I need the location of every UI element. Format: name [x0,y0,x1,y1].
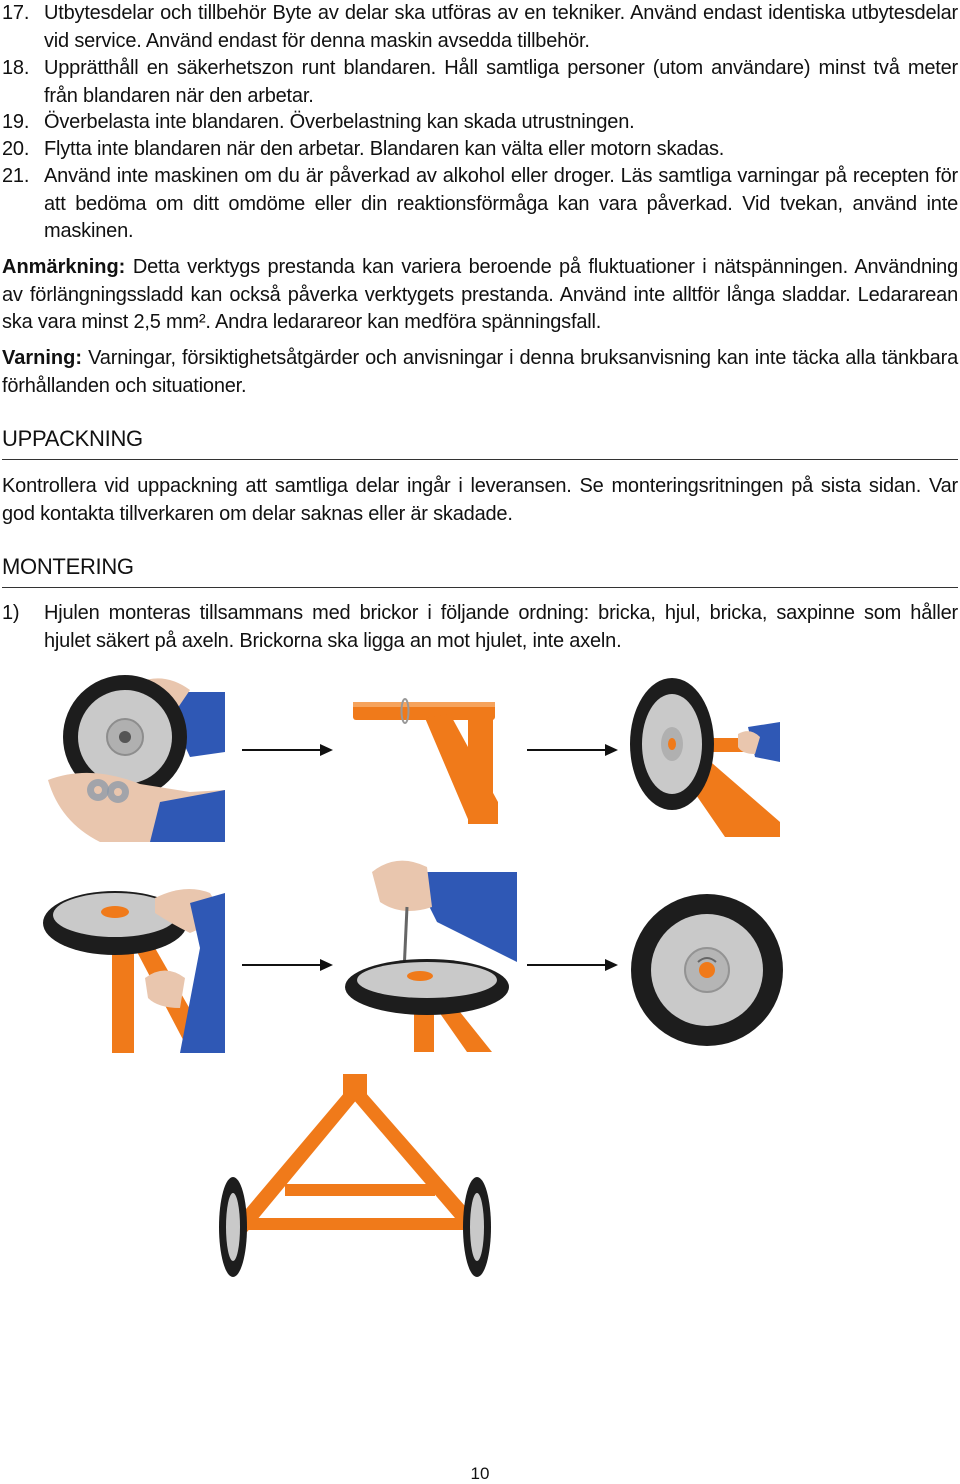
list-number: 20. [2,138,30,160]
note-paragraph [2,254,958,337]
page-number: 10 [470,1464,490,1483]
note-label: Anmärkning: [2,256,126,278]
warning-paragraph [2,345,958,400]
arrow-right-icon [240,740,335,760]
list-item-18 [2,55,958,110]
photo-finished-wheel [630,888,785,1053]
warning-text: Varningar, försiktighetsåtgärder och anvisningar i denna bruksanvisning kan inte täcka alla tänkbara förhållanden och situationer. [2,347,958,397]
list-number: 19. [2,111,30,133]
photo-washer-on-wheel [40,878,225,1053]
step-text: Hjulen monteras tillsammans med brickor i följande ordning: bricka, hjul, bricka, saxpinne som håller hjulet säkert på axeln. Brickorna ska ligga an mot hjulet, inte axeln. [44,602,958,652]
section-divider [2,459,958,460]
assembly-step-1 [2,600,958,655]
list-text: Flytta inte blandaren när den arbetar. Blandaren kan välta eller motorn skadas. [44,138,725,160]
note-text: Detta verktygs prestanda kan variera beroende på fluktuationer i nätspänningen. Användning av förlängningssladd kan också påverka verktygets prestanda. Använd inte alltför långa sladdar. Ledararean ska vara minst 2,5 mm². Andra ledarareor kan medföra spänningsfall. [2,256,958,333]
photo-wheel-on-axle [630,672,780,837]
photo-frame-axle [350,684,500,824]
list-number: 18. [2,57,30,79]
assembly-heading: MONTERING [2,554,134,579]
list-item-17 [2,0,958,55]
arrow-right-icon [525,740,620,760]
section-divider [2,587,958,588]
list-item-19 [2,109,958,137]
list-text: Använd inte maskinen om du är påverkad av alkohol eller droger. Läs samtliga varningar på recepten för att bedöma om ditt omdöme eller din reaktionsförmåga kan vara påverkad. Vid tvekan, använd inte maskinen. [44,165,958,242]
list-item-20 [2,136,958,164]
warning-label: Varning: [2,347,83,369]
photo-wheel-with-washers [40,672,225,842]
list-item-21 [2,163,958,246]
unpacking-paragraph: Kontrollera vid uppackning att samtliga delar ingår i leveransen. Se monteringsritningen på sista sidan. Var god kontakta tillverkaren om delar saknas eller är skadade. [2,475,958,525]
list-text: Överbelasta inte blandaren. Överbelastning kan skada utrustningen. [44,111,635,133]
unpacking-heading: UPPACKNING [2,426,143,451]
photo-insert-cotter-pin [342,852,517,1052]
photo-assembled-frame [205,1072,505,1282]
list-text: Utbytesdelar och tillbehör Byte av delar ska utföras av en tekniker. Använd endast identiska utbytesdelar vid service. Använd endast för denna maskin avsedda tillbehör. [44,2,958,52]
arrow-right-icon [525,955,620,975]
list-text: Upprätthåll en säkerhetszon runt blandaren. Håll samtliga personer (utom användare) minst två meter från blandaren när den arbetar. [44,57,958,107]
list-number: 21. [2,165,30,187]
list-number: 17. [2,2,30,24]
step-number: 1) [2,602,20,624]
arrow-right-icon [240,955,335,975]
